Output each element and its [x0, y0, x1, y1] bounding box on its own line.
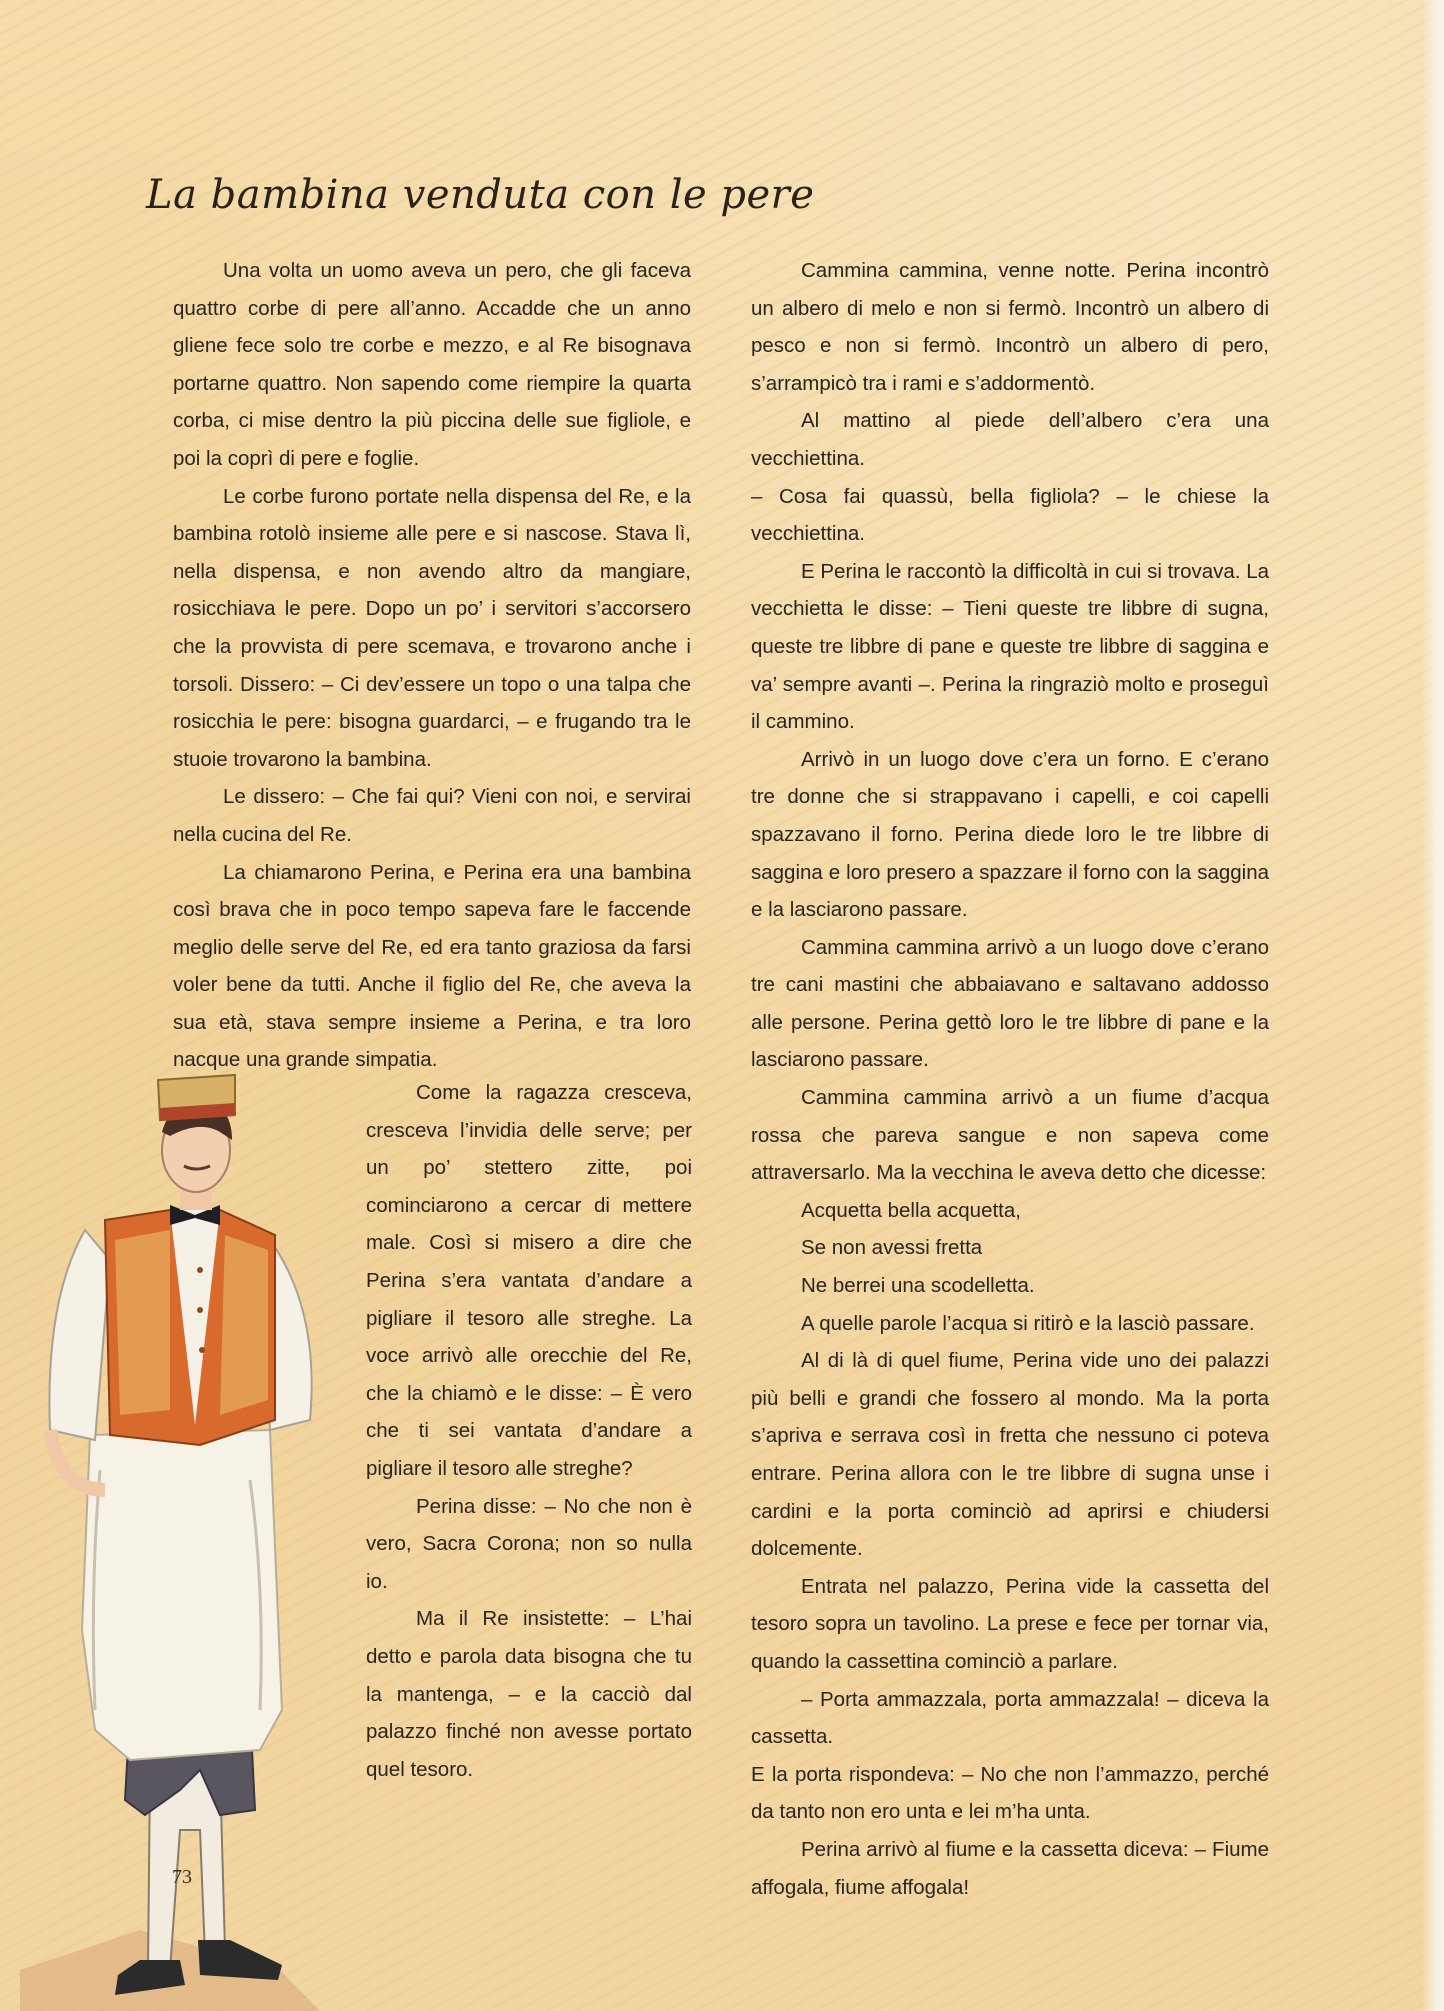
left-column	[173, 252, 691, 1079]
paragraph: Cammina cammina, venne notte. Perina incontrò un albero di melo e non si fermò. Incontrò un albero di pesco e non si fermò. Incontrò un albero di pero, s’arrampicò tra i rami e s’addormentò.	[751, 259, 1269, 395]
paragraph: Le dissero: – Che fai qui? Vieni con noi, e servirai nella cucina del Re.	[173, 785, 691, 846]
paragraph: Le corbe furono portate nella dispensa del Re, e la bambina rotolò insieme alle pere e si nascose. Stava lì, nella dispensa, e non avendo altro da mangiare, rosicchiava le pere. Dopo un po’ i servitori s’accorsero che la provvista di pere scemava, e trovarono anche i torsoli. Dissero: – Ci dev’essere un topo o una talpa che rosicchia le pere: bisogna guardarci, – e frugando tra le stuoie trovarono la bambina.	[173, 484, 691, 771]
paragraph: E Perina le raccontò la difficoltà in cui si trovava. La vecchietta le disse: – Tieni queste tre libbre di sugna, queste tre libbre di pane e queste tre libbre di saggina e va’ sempre avanti –. Perina la ringraziò molto e proseguì il cammino.	[751, 559, 1269, 734]
paragraph: – Cosa fai quassù, bella figliola? – le chiese la vecchiettina.	[751, 484, 1269, 546]
paragraph: – Porta ammazzala, porta ammazzala! – diceva la cassetta.	[751, 1687, 1269, 1749]
paragraph: A quelle parole l’acqua si ritirò e la lasciò passare.	[801, 1311, 1255, 1335]
verse-line: Se non avessi fretta	[801, 1236, 983, 1260]
paragraph: Come la ragazza cresceva, cresceva l’invidia delle serve; per un po’ stettero zitte, poi cominciarono a cercar di mettere male. Così si misero a dire che Perina s’era vantata d’andare a pigliare il tesoro alle streghe. La voce arrivò alle orecchie del Re, che la chiamò e le disse: – È vero che ti sei vantata d’andare a pigliare il tesoro alle streghe?	[366, 1081, 692, 1480]
verse-line: Acquetta bella acquetta,	[801, 1198, 1021, 1222]
paragraph: Cammina cammina arrivò a un fiume d’acqua rossa che pareva sangue e non sapeva come attraversarlo. Ma la vecchina le aveva detto che dicesse:	[751, 1086, 1269, 1185]
paragraph: Ma il Re insistette: – L’hai detto e parola data bisogna che tu la mantenga, – e la cacciò dal palazzo finché non avesse portato quel tesoro.	[366, 1607, 692, 1781]
paragraph: Entrata nel palazzo, Perina vide la cassetta del tesoro sopra un tavolino. La prese e fece per tornar via, quando la cassettina cominciò a parlare.	[751, 1574, 1269, 1673]
paragraph: Una volta un uomo aveva un pero, che gli faceva quattro corbe di pere all’anno. Accadde che un anno gliene fece solo tre corbe e mezzo, e al Re bisognava portarne quattro. Non sapendo come riempire la quarta corba, ci mise dentro la più piccina delle sue figliole, e poi la coprì di pere e foglie.	[173, 259, 691, 470]
page-number: 73	[172, 1866, 192, 1888]
paragraph: Arrivò in un luogo dove c’era un forno. E c’erano tre donne che si strappavano i capelli, e coi capelli spazzavano il forno. Perina diede loro le tre libbre di saggina e loro presero a spazzare il forno con la saggina e la lasciarono passare.	[751, 747, 1269, 922]
page-title: La bambina venduta con le pere	[146, 172, 815, 218]
right-column	[751, 252, 1269, 1906]
paragraph: Al di là di quel fiume, Perina vide uno dei palazzi più belli e grandi che fossero al mondo. Ma la porta s’apriva e serrava così in fretta che nessuno ci poteva entrare. Perina allora con le tre libbre di sugna unse i cardini e la porta cominciò ad aprirsi e chiudersi dolcemente.	[751, 1349, 1269, 1561]
paragraph: La chiamarono Perina, e Perina era una bambina così brava che in poco tempo sapeva fare le faccende meglio delle serve del Re, ed era tanto graziosa da farsi voler bene da tutti. Anche il figlio del Re, che aveva la sua età, stava sempre insieme a Perina, e tra loro nacque una grande simpatia.	[173, 860, 691, 1072]
paragraph: Al mattino al piede dell’albero c’era una vecchiettina.	[751, 409, 1269, 470]
verse-line: Ne berrei una scodelletta.	[801, 1274, 1035, 1298]
paragraph: Perina disse: – No che non è vero, Sacra Corona; non so nulla io.	[366, 1494, 692, 1593]
paragraph: Perina arrivò al fiume e la cassetta diceva: – Fiume affogala, fiume affogala!	[751, 1837, 1269, 1899]
page-edge	[1422, 0, 1444, 2011]
left-narrow-column	[366, 1074, 692, 1788]
paragraph: E la porta rispondeva: – No che non l’ammazzo, perché da tanto non ero unta e lei m’ha unta.	[751, 1762, 1269, 1824]
paragraph: Cammina cammina arrivò a un luogo dove c’erano tre cani mastini che abbaiavano e saltavano addosso alle persone. Perina gettò loro le tre libbre di pane e la lasciarono passare.	[751, 935, 1269, 1072]
